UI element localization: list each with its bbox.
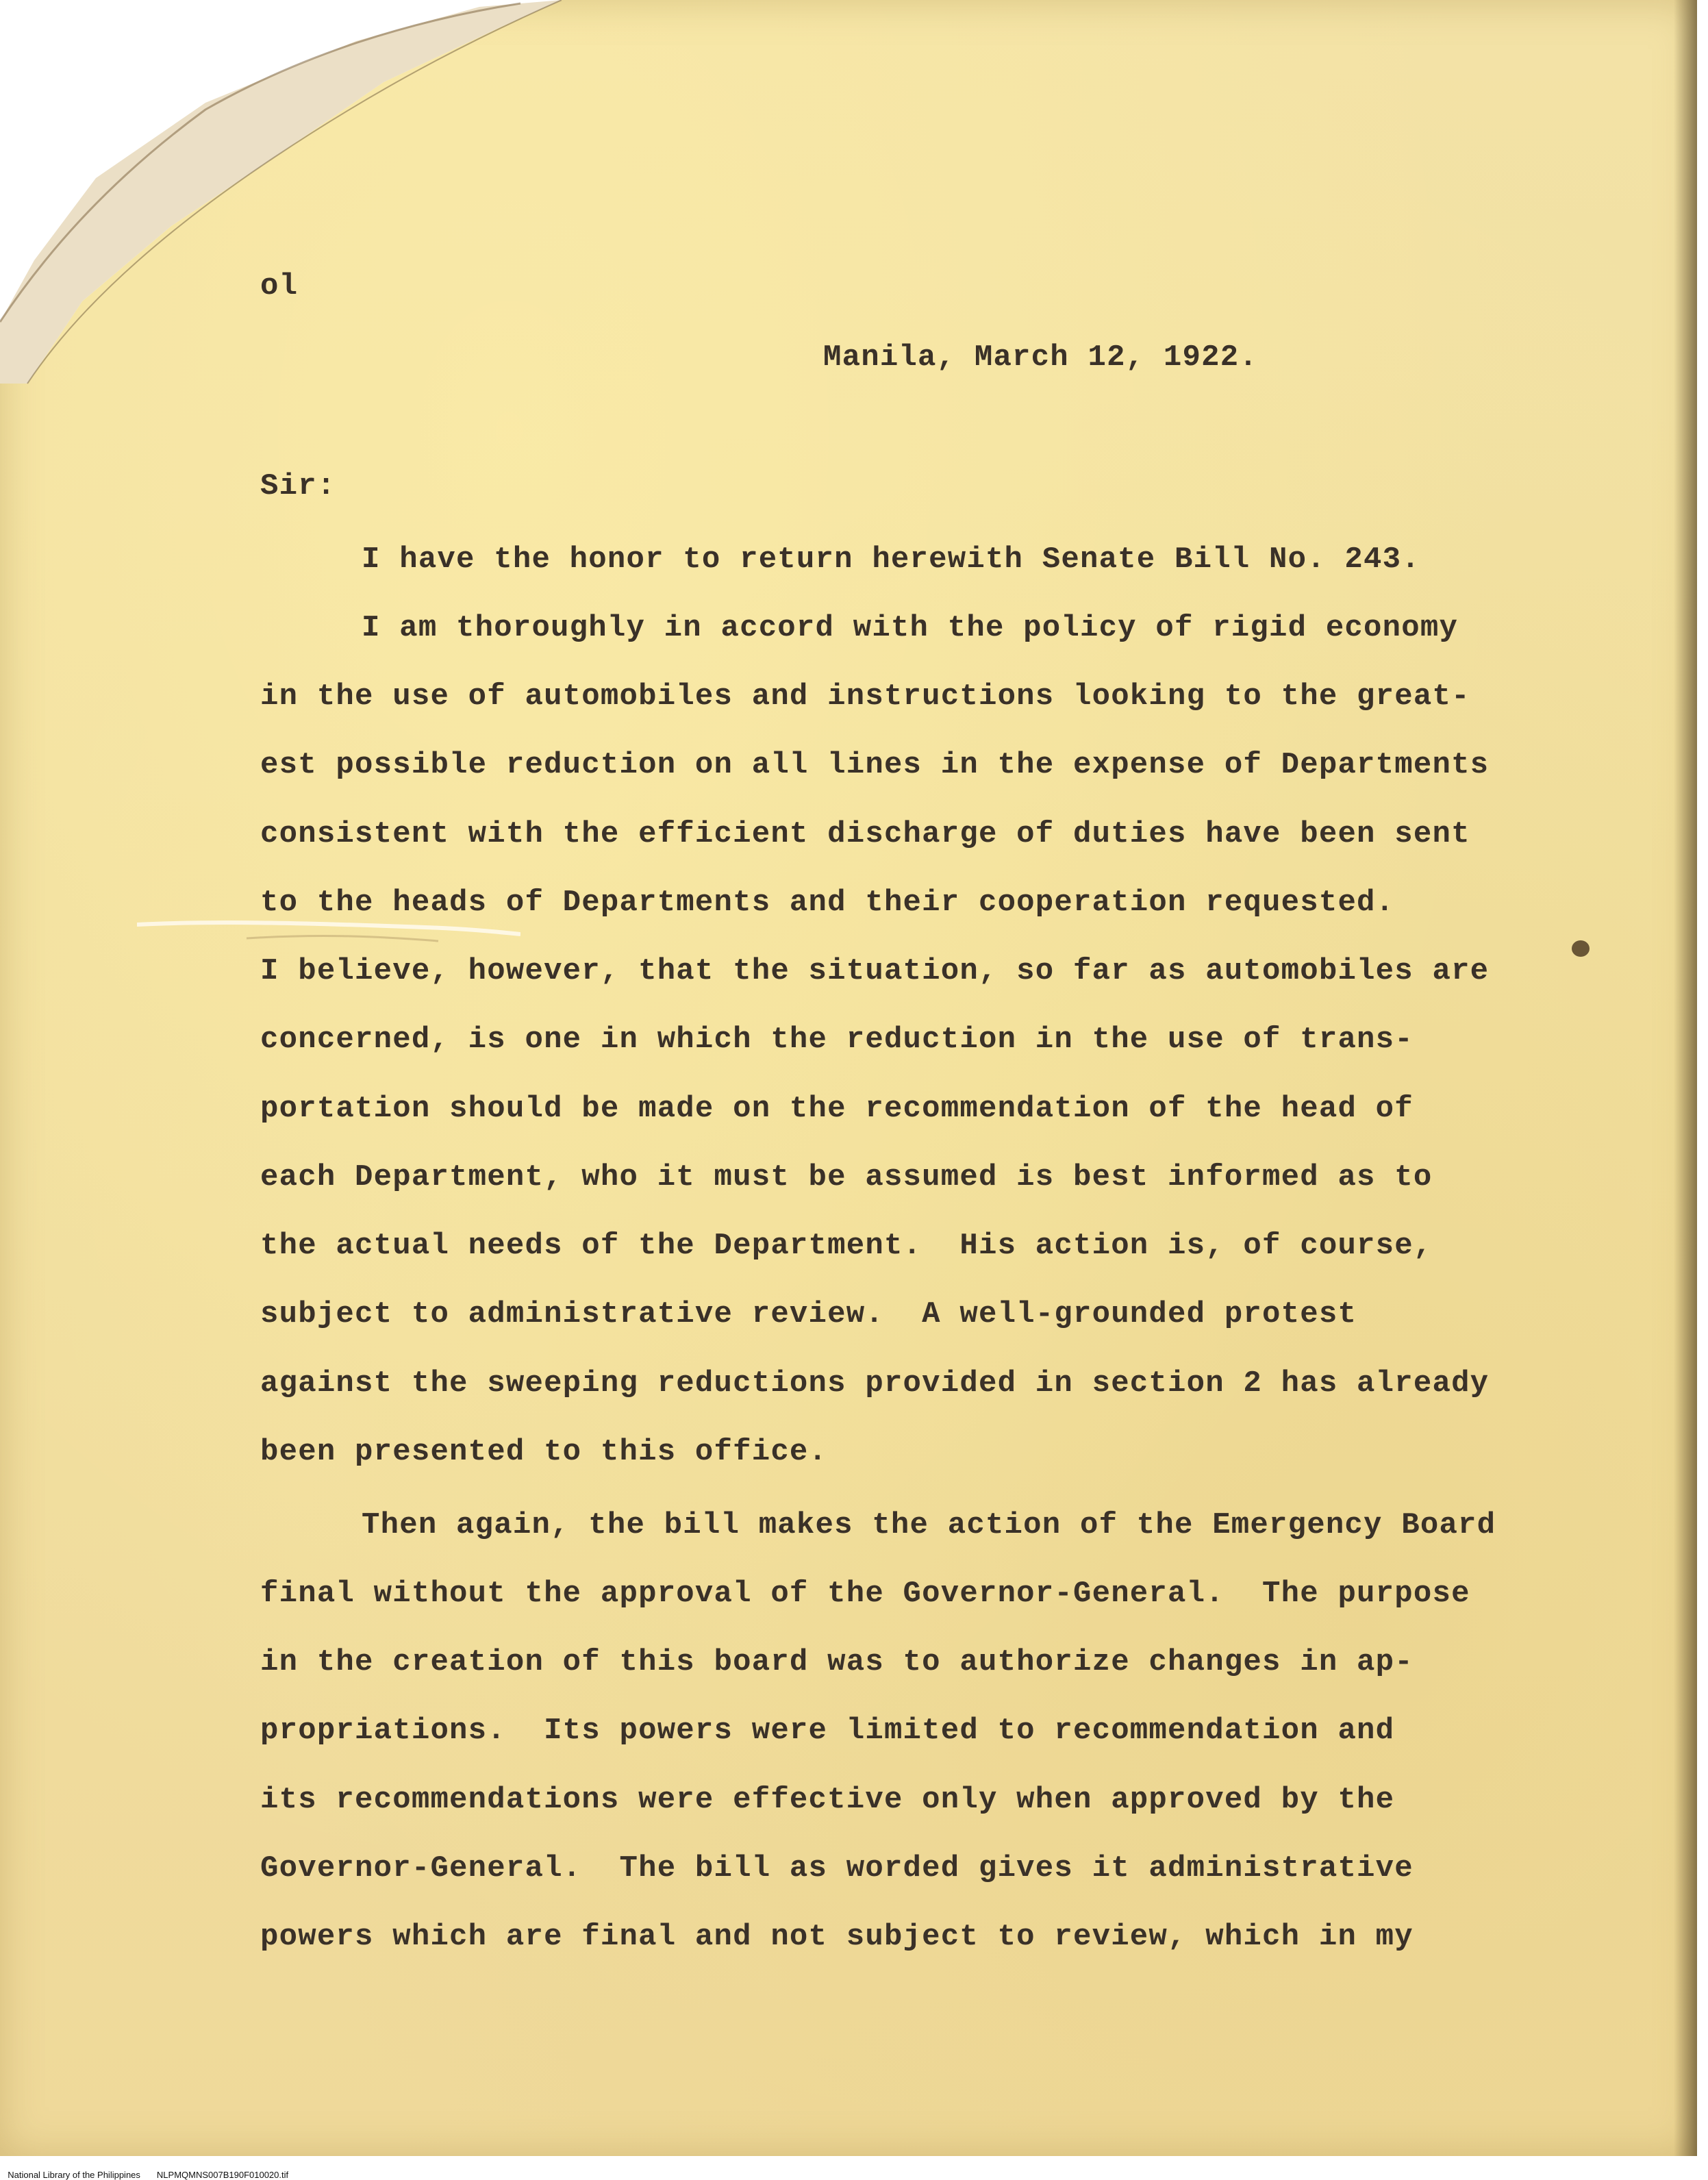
body-line: Governor-General. The bill as worded gives it administrative (260, 1851, 1414, 1885)
body-line: subject to administrative review. A well-grounded protest (260, 1297, 1357, 1331)
body-line: propriations. Its powers were limited to recommendation and (260, 1714, 1395, 1748)
body-line: its recommendations were effective only when approved by the (260, 1783, 1395, 1817)
scan-footer (3, 2159, 305, 2180)
reference-mark: ol (260, 269, 299, 303)
footer-filename: NLPMQMNS007B190F010020.tif (156, 2170, 289, 2180)
body-line: I have the honor to return herewith Senate Bill No. 243. (362, 542, 1420, 577)
torn-corner-fold (0, 0, 562, 397)
body-line: portation should be made on the recommendation of the head of (260, 1092, 1414, 1126)
body-line: I am thoroughly in accord with the policy of rigid economy (362, 611, 1459, 645)
body-line: in the creation of this board was to authorize changes in ap- (260, 1645, 1414, 1679)
body-line: to the heads of Departments and their cooperation requested. (260, 886, 1395, 920)
body-line: concerned, is one in which the reduction in the use of trans- (260, 1023, 1414, 1057)
dateline: Manila, March 12, 1922. (823, 340, 1258, 375)
salutation: Sir: (260, 469, 336, 503)
body-line: consistent with the efficient discharge of duties have been sent (260, 817, 1470, 851)
body-line: powers which are final and not subject to review, which in my (260, 1920, 1414, 1954)
body-line: final without the approval of the Governor-General. The purpose (260, 1577, 1470, 1611)
body-line: Then again, the bill makes the action of the Emergency Board (362, 1508, 1496, 1542)
body-line: in the use of automobiles and instructions looking to the great- (260, 679, 1470, 714)
body-line: I believe, however, that the situation, so far as automobiles are (260, 954, 1490, 988)
body-line: been presented to this office. (260, 1435, 828, 1469)
page-edge-shadow (1674, 0, 1697, 2156)
body-line: each Department, who it must be assumed is best informed as to (260, 1160, 1433, 1194)
body-line: est possible reduction on all lines in the expense of Departments (260, 748, 1490, 782)
body-line: the actual needs of the Department. His action is, of course, (260, 1229, 1433, 1263)
body-line: against the sweeping reductions provided in section 2 has already (260, 1366, 1490, 1401)
footer-institution: National Library of the Philippines (8, 2170, 140, 2180)
ink-spot (1572, 940, 1590, 957)
